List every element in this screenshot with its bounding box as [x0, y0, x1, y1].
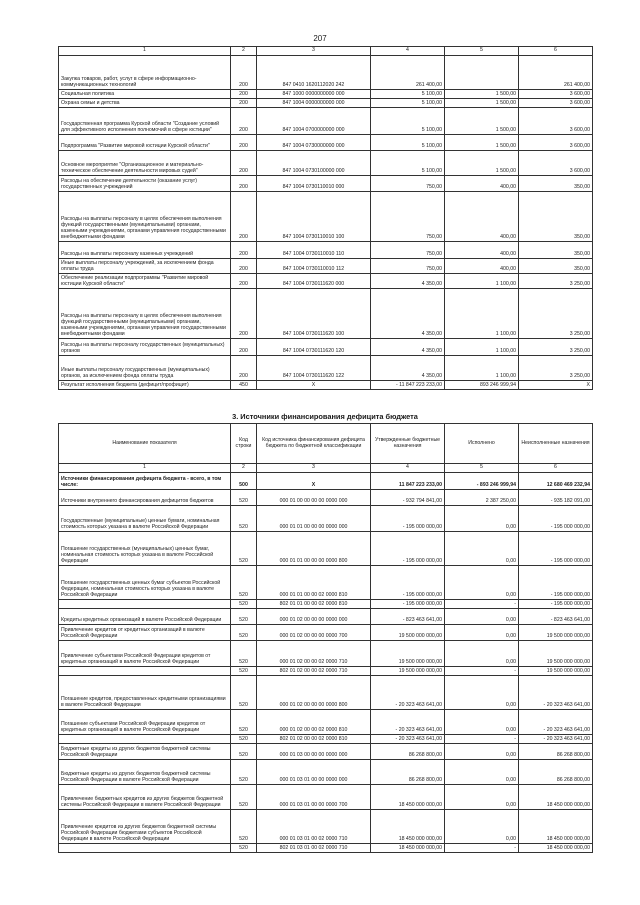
table-row: [59, 90, 593, 99]
row-unexecuted-amount: 19 500 000 000,00: [519, 625, 593, 641]
table-row: [59, 609, 593, 625]
section-title: 3. Источники финансирования дефицита бюджета: [232, 412, 418, 421]
row-executed-amount: -: [445, 735, 519, 744]
row-code: 500: [231, 473, 257, 490]
row-unexecuted-amount: 3 600,00: [519, 90, 593, 99]
column-number: 4: [371, 464, 445, 473]
row-approved-amount: - 20 323 463 641,00: [371, 710, 445, 735]
row-unexecuted-amount: 3 250,00: [519, 356, 593, 381]
row-name: Расходы на обеспечение деятельности (оказание услуг) государственных учреждений: [59, 176, 231, 192]
row-unexecuted-amount: 3 250,00: [519, 339, 593, 356]
row-unexecuted-amount: 350,00: [519, 242, 593, 259]
row-name: Государственные (муниципальные) ценные бумаги, номинальная стоимость которых указана в валюте Российской Федерации: [59, 506, 231, 532]
row-unexecuted-amount: - 823 463 641,00: [519, 609, 593, 625]
row-name: Источники финансирования дефицита бюджета - всего, в том числе:: [59, 473, 231, 490]
row-executed-amount: 0,00: [445, 760, 519, 785]
row-classification-code: 000 01 00 00 00 00 0000 000: [257, 490, 371, 506]
column-number: 1: [59, 47, 231, 56]
row-unexecuted-amount: 3 600,00: [519, 108, 593, 135]
row-code: 520: [231, 490, 257, 506]
table-row: [59, 844, 593, 853]
row-code: 520: [231, 609, 257, 625]
row-approved-amount: - 195 000 000,00: [371, 600, 445, 609]
row-classification-code: 000 01 01 00 00 00 0000 000: [257, 506, 371, 532]
table-row: [59, 744, 593, 760]
row-code: 520: [231, 785, 257, 810]
column-number: 1: [59, 464, 231, 473]
column-number: 5: [445, 47, 519, 56]
column-number: 3: [257, 464, 371, 473]
row-name: [59, 667, 231, 676]
table-row: [59, 490, 593, 506]
table-row: [59, 810, 593, 844]
column-number: 6: [519, 47, 593, 56]
table-row: [59, 735, 593, 744]
row-code: 520: [231, 676, 257, 710]
row-name: Государственная программа Курской области "Создание условий для эффективного исполнения полномочий в сфере юстиции": [59, 108, 231, 135]
row-classification-code: 000 01 03 01 00 00 0000 700: [257, 785, 371, 810]
row-name: Результат исполнения бюджета (дефицит/профицит): [59, 381, 231, 390]
row-name: Погашение государственных (муниципальных) ценных бумаг, номинальная стоимость которых указана в валюте Российской Федерации: [59, 532, 231, 566]
row-classification-code: 847 1004 0730111620 122: [257, 356, 371, 381]
row-approved-amount: 19 500 000 000,00: [371, 667, 445, 676]
row-unexecuted-amount: 18 450 000 000,00: [519, 810, 593, 844]
deficit-sources-table: [58, 423, 593, 853]
row-unexecuted-amount: 350,00: [519, 259, 593, 274]
row-approved-amount: - 195 000 000,00: [371, 506, 445, 532]
row-name: [59, 844, 231, 853]
table-row: [59, 135, 593, 151]
row-classification-code: 000 01 02 00 00 00 0000 000: [257, 609, 371, 625]
row-name: Обеспечение реализации подпрограммы "Развитие мировой юстиции Курской области": [59, 274, 231, 289]
row-classification-code: 802 01 02 00 00 02 0000 810: [257, 735, 371, 744]
header-name: Наименование показателя: [59, 424, 231, 464]
row-classification-code: 847 1004 0730110010 110: [257, 242, 371, 259]
row-classification-code: 000 01 02 00 00 02 0000 710: [257, 641, 371, 667]
row-executed-amount: 0,00: [445, 785, 519, 810]
row-classification-code: 847 1004 0730111620 100: [257, 289, 371, 339]
row-unexecuted-amount: 350,00: [519, 176, 593, 192]
row-name: Погашение государственных ценных бумаг субъектов Российской Федерации, номинальная стоимость которых указана в валюте Российской Федерации: [59, 566, 231, 600]
row-code: 520: [231, 506, 257, 532]
column-number: 2: [231, 47, 257, 56]
row-unexecuted-amount: - 195 000 000,00: [519, 600, 593, 609]
header-approved: Утвержденные бюджетные назначения: [371, 424, 445, 464]
table-row: [59, 600, 593, 609]
row-name: Привлечение бюджетных кредитов из других бюджетов бюджетной системы Российской Федерации в валюте Российской Федерации: [59, 785, 231, 810]
row-executed-amount: 2 387 250,00: [445, 490, 519, 506]
row-code: 520: [231, 810, 257, 844]
row-classification-code: 802 01 03 01 00 02 0000 710: [257, 844, 371, 853]
row-executed-amount: 1 100,00: [445, 339, 519, 356]
row-code: 520: [231, 600, 257, 609]
row-classification-code: 000 01 03 01 00 00 0000 000: [257, 760, 371, 785]
column-number: 3: [257, 47, 371, 56]
row-name: Расходы на выплаты персоналу в целях обеспечения выполнения функций государственными (муниципальными) органами, казенными учреждениями, органами управления государственными внебюджетными фондами: [59, 192, 231, 242]
table-row: [59, 339, 593, 356]
row-unexecuted-amount: 86 268 800,00: [519, 744, 593, 760]
row-name: Расходы на выплаты персоналу казенных учреждений: [59, 242, 231, 259]
row-executed-amount: 0,00: [445, 532, 519, 566]
row-executed-amount: 0,00: [445, 710, 519, 735]
row-approved-amount: 750,00: [371, 242, 445, 259]
row-code: 520: [231, 566, 257, 600]
row-approved-amount: 750,00: [371, 176, 445, 192]
row-unexecuted-amount: 3 600,00: [519, 135, 593, 151]
table-header-row: [59, 424, 593, 464]
row-unexecuted-amount: 3 600,00: [519, 99, 593, 108]
table-row: [59, 259, 593, 274]
row-classification-code: 000 01 02 00 00 00 0000 700: [257, 625, 371, 641]
row-code: 200: [231, 339, 257, 356]
table-row: [59, 667, 593, 676]
row-unexecuted-amount: X: [519, 381, 593, 390]
row-approved-amount: 19 500 000 000,00: [371, 625, 445, 641]
row-unexecuted-amount: 19 500 000 000,00: [519, 667, 593, 676]
table-row: [59, 676, 593, 710]
row-approved-amount: 4 350,00: [371, 289, 445, 339]
row-unexecuted-amount: 86 268 800,00: [519, 760, 593, 785]
column-number: 2: [231, 464, 257, 473]
row-unexecuted-amount: 3 600,00: [519, 151, 593, 176]
column-number: 6: [519, 464, 593, 473]
row-code: 200: [231, 176, 257, 192]
table-row: [59, 242, 593, 259]
row-approved-amount: 5 100,00: [371, 99, 445, 108]
row-approved-amount: 5 100,00: [371, 108, 445, 135]
row-name: Кредиты кредитных организаций в валюте Российской Федерации: [59, 609, 231, 625]
expenses-table: [58, 46, 593, 390]
row-classification-code: X: [257, 381, 371, 390]
row-approved-amount: 18 450 000 000,00: [371, 785, 445, 810]
row-executed-amount: 400,00: [445, 242, 519, 259]
table-row: [59, 785, 593, 810]
row-executed-amount: 1 100,00: [445, 289, 519, 339]
row-code: 520: [231, 667, 257, 676]
row-approved-amount: 11 847 223 233,00: [371, 473, 445, 490]
row-code: 450: [231, 381, 257, 390]
row-name: Привлечение кредитов от кредитных организаций в валюте Российской Федерации: [59, 625, 231, 641]
row-unexecuted-amount: 18 450 000 000,00: [519, 785, 593, 810]
row-name: Расходы на выплаты персоналу в целях обеспечения выполнения функций государственными (муниципальными) органами, казенными учреждениями, органами управления государственными внебюджетными фондами: [59, 289, 231, 339]
column-number: 4: [371, 47, 445, 56]
header-code: Код строки: [231, 424, 257, 464]
row-name: Бюджетные кредиты из других бюджетов бюджетной системы Российской Федерации в валюте Российской Федерации: [59, 760, 231, 785]
row-executed-amount: - 893 246 999,94: [445, 473, 519, 490]
row-executed-amount: 0,00: [445, 744, 519, 760]
row-executed-amount: 1 500,00: [445, 108, 519, 135]
row-unexecuted-amount: - 935 182 091,00: [519, 490, 593, 506]
row-classification-code: 847 1004 0700000000 000: [257, 108, 371, 135]
row-approved-amount: 261 400,00: [371, 56, 445, 90]
row-unexecuted-amount: 18 450 000 000,00: [519, 844, 593, 853]
row-name: Закупка товаров, работ, услуг в сфере информационно-коммуникационных технологий: [59, 56, 231, 90]
table-row: [59, 532, 593, 566]
row-approved-amount: 750,00: [371, 192, 445, 242]
row-code: 520: [231, 735, 257, 744]
row-classification-code: 847 1004 0730111620 120: [257, 339, 371, 356]
header-unexecuted: Неисполненные назначения: [519, 424, 593, 464]
row-name: Привлечение субъектами Российской Федерации кредитов от кредитных организаций в валюте Российской Федерации: [59, 641, 231, 667]
row-approved-amount: 86 268 800,00: [371, 744, 445, 760]
row-approved-amount: - 195 000 000,00: [371, 566, 445, 600]
row-approved-amount: 18 450 000 000,00: [371, 844, 445, 853]
row-classification-code: 847 1004 0000000000 000: [257, 99, 371, 108]
row-code: 520: [231, 744, 257, 760]
row-executed-amount: 1 100,00: [445, 356, 519, 381]
row-classification-code: 000 01 02 00 00 00 0000 800: [257, 676, 371, 710]
row-classification-code: 847 1004 0730000000 000: [257, 135, 371, 151]
row-code: 520: [231, 641, 257, 667]
row-name: Охрана семьи и детства: [59, 99, 231, 108]
header-executed: Исполнено: [445, 424, 519, 464]
row-executed-amount: 0,00: [445, 810, 519, 844]
row-unexecuted-amount: - 195 000 000,00: [519, 566, 593, 600]
row-executed-amount: 0,00: [445, 676, 519, 710]
row-unexecuted-amount: 3 250,00: [519, 274, 593, 289]
row-unexecuted-amount: - 195 000 000,00: [519, 532, 593, 566]
row-executed-amount: 1 500,00: [445, 135, 519, 151]
row-code: 200: [231, 151, 257, 176]
row-name: [59, 735, 231, 744]
row-classification-code: 000 01 03 01 00 02 0000 710: [257, 810, 371, 844]
row-executed-amount: 893 246 999,94: [445, 381, 519, 390]
table-row: [59, 274, 593, 289]
row-name: Источники внутреннего финансирования дефицитов бюджетов: [59, 490, 231, 506]
row-approved-amount: 5 100,00: [371, 151, 445, 176]
row-executed-amount: 400,00: [445, 259, 519, 274]
column-number: 5: [445, 464, 519, 473]
row-executed-amount: -: [445, 844, 519, 853]
row-unexecuted-amount: - 20 323 463 641,00: [519, 676, 593, 710]
row-name: Социальная политика: [59, 90, 231, 99]
row-approved-amount: 18 450 000 000,00: [371, 810, 445, 844]
row-approved-amount: - 20 323 463 641,00: [371, 676, 445, 710]
row-executed-amount: [445, 56, 519, 90]
row-classification-code: 847 0410 1620112020 242: [257, 56, 371, 90]
table-row: [59, 56, 593, 90]
row-approved-amount: 4 350,00: [371, 274, 445, 289]
row-unexecuted-amount: - 195 000 000,00: [519, 506, 593, 532]
row-code: 520: [231, 532, 257, 566]
row-executed-amount: 0,00: [445, 566, 519, 600]
row-name: [59, 600, 231, 609]
row-classification-code: 802 01 02 00 00 02 0000 710: [257, 667, 371, 676]
row-approved-amount: - 20 323 463 641,00: [371, 735, 445, 744]
table-row: [59, 289, 593, 339]
row-executed-amount: -: [445, 667, 519, 676]
row-classification-code: 000 01 01 00 00 00 0000 800: [257, 532, 371, 566]
row-classification-code: 847 1000 0000000000 000: [257, 90, 371, 99]
row-name: Погашение кредитов, предоставленных кредитными организациями в валюте Российской Федерации: [59, 676, 231, 710]
table-row: [59, 473, 593, 490]
page-number: 207: [313, 34, 327, 43]
row-approved-amount: - 195 000 000,00: [371, 532, 445, 566]
row-executed-amount: 400,00: [445, 192, 519, 242]
header-source-code: Код источника финансирования дефицита бюджета по бюджетной классификации: [257, 424, 371, 464]
row-name: Расходы на выплаты персоналу государственных (муниципальных) органов: [59, 339, 231, 356]
row-unexecuted-amount: - 20 323 463 641,00: [519, 710, 593, 735]
row-name: Привлечение кредитов из других бюджетов бюджетной системы Российской Федерации бюджетами субъектов Российской Федерации в валюте Российской Федерации: [59, 810, 231, 844]
row-classification-code: 847 1004 0730110010 000: [257, 176, 371, 192]
row-classification-code: 847 1004 0730100000 000: [257, 151, 371, 176]
row-approved-amount: 19 500 000 000,00: [371, 641, 445, 667]
table-row: [59, 192, 593, 242]
row-code: 200: [231, 242, 257, 259]
row-executed-amount: 1 500,00: [445, 151, 519, 176]
row-executed-amount: 0,00: [445, 625, 519, 641]
row-name: Погашение субъектами Российской Федерации кредитов от кредитных организаций в валюте Российской Федерации: [59, 710, 231, 735]
row-approved-amount: - 932 794 841,00: [371, 490, 445, 506]
table-row: [59, 356, 593, 381]
row-executed-amount: 1 500,00: [445, 99, 519, 108]
row-approved-amount: - 11 847 223 233,00: [371, 381, 445, 390]
row-approved-amount: 4 350,00: [371, 356, 445, 381]
row-code: 200: [231, 99, 257, 108]
row-code: 520: [231, 760, 257, 785]
row-name: Иные выплаты персоналу учреждений, за исключением фонда оплаты труда: [59, 259, 231, 274]
row-approved-amount: 5 100,00: [371, 90, 445, 99]
row-executed-amount: 0,00: [445, 609, 519, 625]
row-code: 520: [231, 844, 257, 853]
row-unexecuted-amount: 261 400,00: [519, 56, 593, 90]
row-code: 200: [231, 192, 257, 242]
column-number-row: [59, 464, 593, 473]
row-executed-amount: 1 100,00: [445, 274, 519, 289]
table-row: [59, 381, 593, 390]
row-executed-amount: 1 500,00: [445, 90, 519, 99]
row-code: 200: [231, 289, 257, 339]
table-row: [59, 506, 593, 532]
row-classification-code: 847 1004 0730110010 100: [257, 192, 371, 242]
row-executed-amount: 400,00: [445, 176, 519, 192]
column-number-row: [59, 47, 593, 56]
table-row: [59, 641, 593, 667]
row-unexecuted-amount: 12 680 469 232,94: [519, 473, 593, 490]
row-approved-amount: - 823 463 641,00: [371, 609, 445, 625]
row-code: 520: [231, 710, 257, 735]
table-row: [59, 710, 593, 735]
row-executed-amount: -: [445, 600, 519, 609]
table-row: [59, 99, 593, 108]
row-code: 200: [231, 259, 257, 274]
row-code: 200: [231, 274, 257, 289]
row-code: 200: [231, 90, 257, 99]
table-row: [59, 625, 593, 641]
row-unexecuted-amount: - 20 323 463 641,00: [519, 735, 593, 744]
row-classification-code: 000 01 03 00 00 00 0000 000: [257, 744, 371, 760]
row-classification-code: 847 1004 0730111620 000: [257, 274, 371, 289]
table-row: [59, 566, 593, 600]
row-classification-code: X: [257, 473, 371, 490]
table-row: [59, 151, 593, 176]
row-approved-amount: 4 350,00: [371, 339, 445, 356]
row-unexecuted-amount: 19 500 000 000,00: [519, 641, 593, 667]
row-code: 200: [231, 135, 257, 151]
row-approved-amount: 750,00: [371, 259, 445, 274]
row-code: 200: [231, 108, 257, 135]
row-classification-code: 000 01 02 00 00 02 0000 810: [257, 710, 371, 735]
row-name: Иные выплаты персоналу государственных (муниципальных) органов, за исключением фонда оплаты труда: [59, 356, 231, 381]
row-name: Бюджетные кредиты из других бюджетов бюджетной системы Российской Федерации: [59, 744, 231, 760]
table-row: [59, 108, 593, 135]
row-executed-amount: 0,00: [445, 641, 519, 667]
row-approved-amount: 86 268 800,00: [371, 760, 445, 785]
row-unexecuted-amount: 350,00: [519, 192, 593, 242]
row-code: 200: [231, 356, 257, 381]
table-row: [59, 760, 593, 785]
row-code: 200: [231, 56, 257, 90]
row-classification-code: 802 01 01 00 00 02 0000 810: [257, 600, 371, 609]
row-approved-amount: 5 100,00: [371, 135, 445, 151]
table-row: [59, 176, 593, 192]
row-name: Основное мероприятие "Организационное и материально-техническое обеспечение деятельности мировых судей": [59, 151, 231, 176]
row-unexecuted-amount: 3 250,00: [519, 289, 593, 339]
row-classification-code: 000 01 01 00 00 02 0000 810: [257, 566, 371, 600]
row-code: 520: [231, 625, 257, 641]
row-classification-code: 847 1004 0730110010 112: [257, 259, 371, 274]
row-name: Подпрограмма "Развитие мировой юстиции Курской области": [59, 135, 231, 151]
row-executed-amount: 0,00: [445, 506, 519, 532]
